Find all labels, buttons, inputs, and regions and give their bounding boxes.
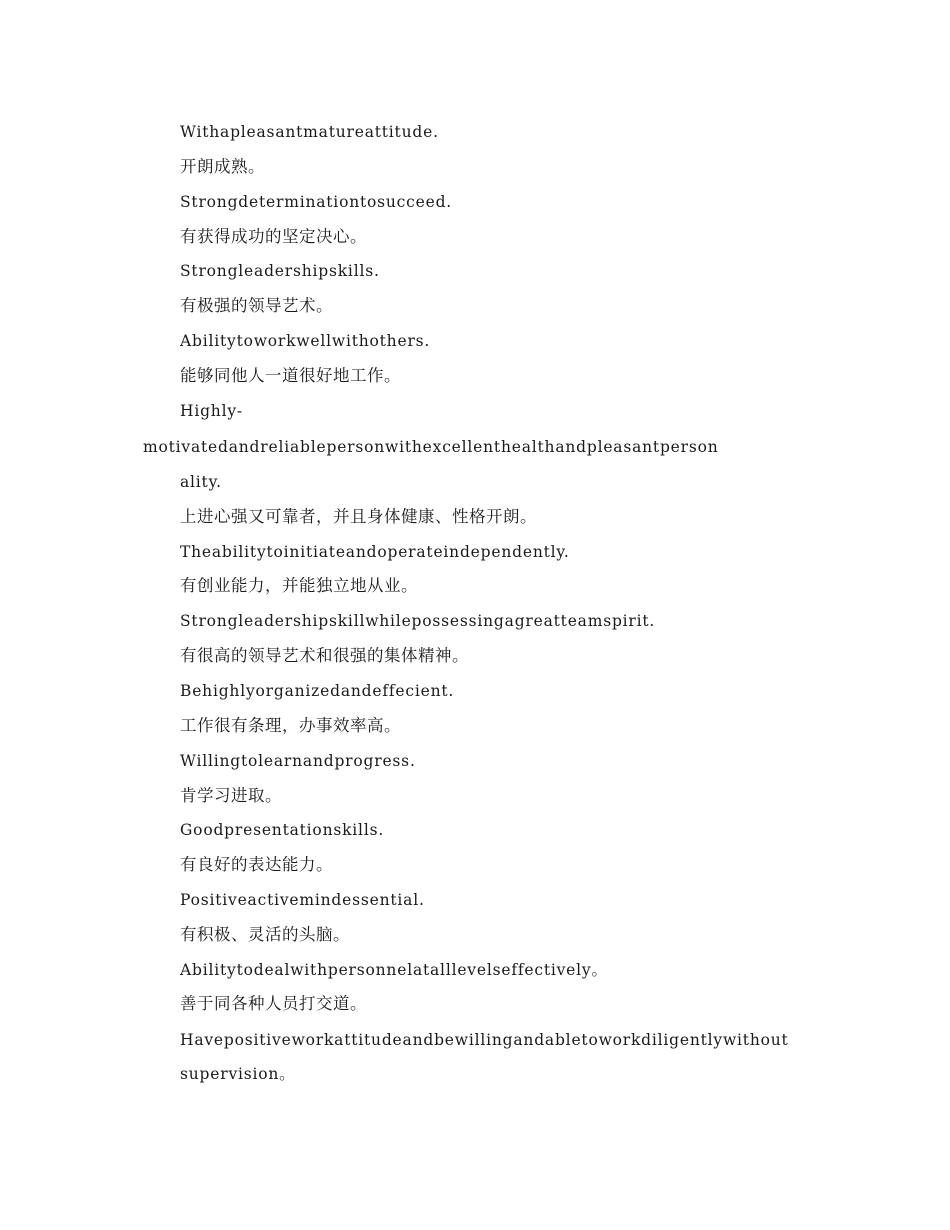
text-line-zh: 有极强的领导艺术。 [180, 296, 333, 315]
text-line-zh: 有获得成功的坚定决心。 [180, 227, 367, 246]
text-line-zh: 有创业能力，并能独立地从业。 [180, 576, 418, 595]
text-line-en: Strongleadershipskills. [180, 262, 380, 280]
text-line-en: Positiveactivemindessential. [180, 891, 425, 909]
text-line-en: Strongleadershipskillwhilepossessingagreatteamspirit. [180, 612, 656, 630]
text-line-zh: 有很高的领导艺术和很强的集体精神。 [180, 646, 469, 665]
text-line-en: motivatedandreliablepersonwithexcellenthealthandpleasantperson [143, 438, 719, 456]
text-line-en: ality. [180, 473, 222, 491]
text-line-en: Willingtolearnandprogress. [180, 752, 416, 770]
text-line-zh: 能够同他人一道很好地工作。 [180, 366, 401, 385]
text-line-zh: 肯学习进取。 [180, 786, 282, 805]
text-line-en: Abilitytoworkwellwithothers. [180, 332, 431, 350]
text-line-en: Theabilitytoinitiateandoperateindependently. [180, 543, 570, 561]
text-line-en: Strongdeterminationtosucceed. [180, 193, 453, 211]
text-line-en: Abilitytodealwithpersonnelatalllevelseffectively。 [180, 961, 608, 979]
text-line-en: supervision。 [180, 1065, 296, 1083]
text-line-en: Withapleasantmatureattitude. [180, 123, 439, 141]
text-line-zh: 上进心强又可靠者，并且身体健康、性格开朗。 [180, 507, 537, 526]
text-line-en: Havepositiveworkattitudeandbewillingandabletoworkdiligentlywithout [180, 1031, 789, 1049]
text-line-en: Highly- [180, 402, 243, 420]
text-line-zh: 有良好的表达能力。 [180, 855, 333, 874]
text-line-zh: 开朗成熟。 [180, 157, 265, 176]
text-line-en: Goodpresentationskills. [180, 821, 385, 839]
text-line-en: Behighlyorganizedandeffecient. [180, 682, 455, 700]
text-line-zh: 工作很有条理，办事效率高。 [180, 716, 401, 735]
text-line-zh: 有积极、灵活的头脑。 [180, 925, 350, 944]
text-line-zh: 善于同各种人员打交道。 [180, 994, 367, 1013]
